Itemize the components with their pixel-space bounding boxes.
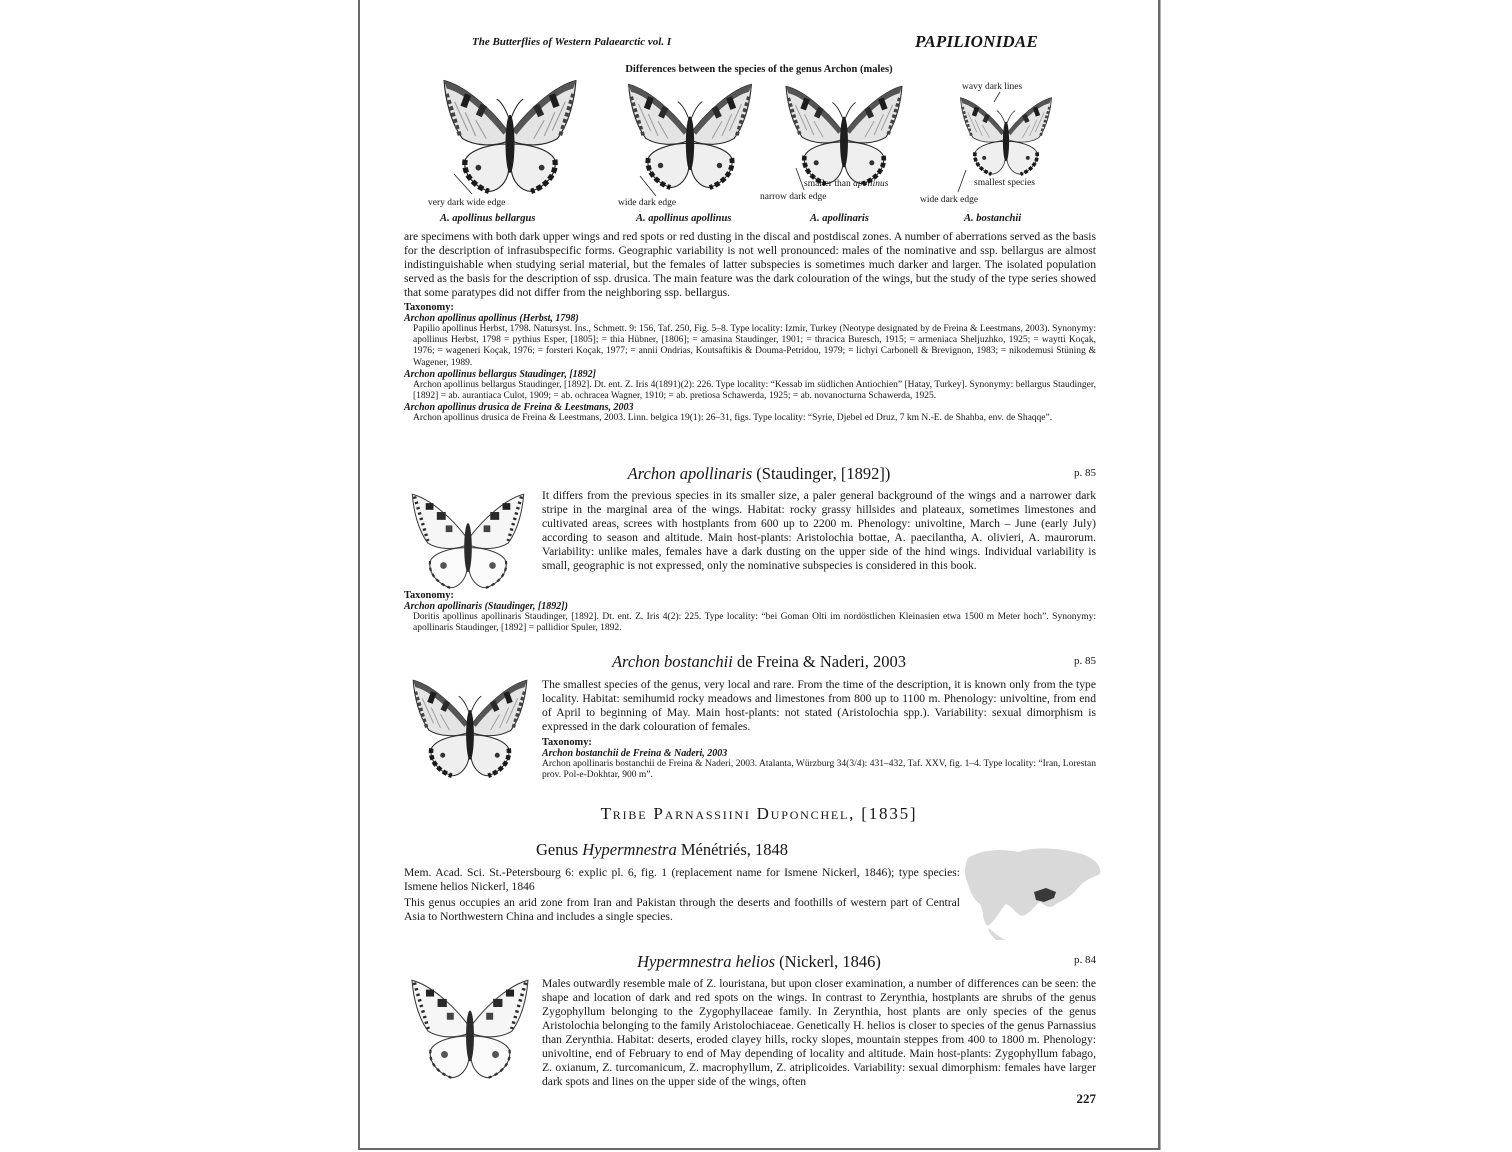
taxonomy-heading: Taxonomy:	[404, 590, 454, 601]
running-head-left: The Butterflies of Western Palaearctic vol. I	[472, 36, 672, 48]
annotation-lines	[360, 0, 1158, 228]
taxonomy-block-apollinus	[404, 302, 1096, 424]
taxonomy-block-apollinaris	[404, 590, 1096, 634]
butterfly-image-helios-specimen	[404, 978, 536, 1080]
taxonomy-text: Doritis apollinus apollinaris Staudinger, [1892]. Dt. ent. Z. Iris 4(2): 225. Type locality: “bei Goman Olti im nordöstlichen Kleinasien etwa 1500 m Meter hoch”. Synonymy: apollinaris Staudinger, [1892] = pallidior Spuler, 1892.	[413, 612, 1096, 634]
annotation-wide-dark-edge-2: wide dark edge	[920, 195, 979, 205]
taxonomy-name: Archon bostanchii de Freina & Naderi, 2003	[542, 748, 728, 759]
genus-description: This genus occupies an arid zone from Iran and Pakistan through the deserts and foothills of western part of Central Asia to Northwestern China and includes a single species.	[404, 896, 960, 923]
annotation-wide-dark-edge: wide dark edge	[618, 198, 677, 208]
page-ref-bostanchii: p. 85	[1074, 655, 1096, 667]
taxonomy-heading: Taxonomy:	[404, 302, 454, 313]
genus-reference: Mem. Acad. Sci. St.-Petersbourg 6: explic pl. 6, fig. 1 (replacement name for Ismene Nickerl, 1846); type species: Ismene helios Nickerl, 1846	[404, 866, 960, 893]
taxonomy-block-bostanchii	[542, 737, 1096, 781]
butterfly-image-bostanchii-specimen	[406, 678, 534, 778]
tribe-heading: Tribe Parnassiini Duponchel, [1835]	[600, 804, 918, 823]
page-ref-helios: p. 84	[1074, 954, 1096, 966]
figure-title: Differences between the species of the genus Archon (males)	[625, 64, 893, 75]
taxonomy-text: Papilio apollinus Herbst, 1798. Natursyst. Ins., Schmett. 9: 156, Taf. 250, Fig. 5–8. Type locality: Izmir, Turkey (Neotype designated by de Freina & Leestmans, 2003). Synonymy: apollinus Herbst, 1798 = pythius Esper, [1805]; = thia Hübner, [1806]; = amasina Staudinger, 1901; = thracica Buresch, 1915; = armeniaca Sheljuzhko, 1925; = waytti Koçak, 1976; = wageneri Koçak, 1976; = forsteri Koçak, 1977; = annii Ondrias, Koutsaftikis & Douma-Petridou, 1979; = lichyi Carbonell & Brevignon, 1983; = nikodemusi Stüning & Wagener, 1989.	[413, 324, 1096, 368]
book-page	[358, 0, 1160, 1150]
caption-apollinaris: A. apollinaris	[810, 213, 869, 224]
species-body-apollinaris: It differs from the previous species in its smaller size, a paler general background of the wings and a narrower dark stripe in the marginal area of the wings. Habitat: rocky grassy hillsides and plateaux, sometimes limestones and cultivated areas, screes with hostplants from 600 up to 2200 m. Phenology: univoltine, March – June (early July) according to season and altitude. Main host-plants: Aristolochia bottae, A. paecilantha, A. olivieri, A. maurorum. Variability: unlike males, females have a dark dusting on the upper side of the hind wings. Individual variability is small, geographic is not expressed, only the nominative subspecies is considered in this book.	[542, 489, 1096, 572]
taxonomy-text: Archon apollinus drusica de Freina & Leestmans, 2003. Linn. belgica 19(1): 26–31, figs. Type locality: “Syrie, Djebel ed Druz, 7 km N.-E. de Shahba, env. de Shaqqe”.	[413, 413, 1053, 424]
annotation-wavy-dark-lines: wavy dark lines	[962, 82, 1023, 92]
annotation-smallest-species: smallest species	[974, 178, 1035, 188]
distribution-map	[960, 844, 1106, 940]
genus-heading: Genus Hypermnestra Ménétriés, 1848	[536, 840, 789, 859]
annotation-very-dark-wide-edge: very dark wide edge	[428, 198, 506, 208]
butterfly-image-apollinaris-specimen	[406, 492, 530, 590]
caption-bostanchii: A. bostanchii	[964, 213, 1022, 224]
annotation-narrow-dark-edge: narrow dark edge	[760, 192, 827, 202]
taxonomy-name: Archon apollinaris (Staudinger, [1892])	[404, 601, 568, 612]
species-title-helios: Hypermnestra helios (Nickerl, 1846)	[637, 952, 881, 971]
species-title-apollinaris: Archon apollinaris (Staudinger, [1892])	[627, 464, 891, 483]
taxonomy-text: Archon apollinus bellargus Staudinger, [1892]. Dt. ent. Z. Iris 4(1891)(2): 226. Type locality: “Kessab im südlichen Antiochien” [Hatay, Turkey]. Synonymy: bellargus Staudinger, [1892] = ab. aurantiaca Culot, 1909; = ab. ochracea Wagner, 1910; = ab. pretiosa Schawerda, 1925; = ab. novanocturna Schawerda, 1925.	[413, 379, 1096, 402]
annotation-smaller-than-apollinus: smaller than apollinus	[804, 179, 889, 189]
page-ref-apollinaris: p. 85	[1074, 467, 1096, 479]
taxonomy-name: Archon apollinus drusica de Freina & Leestmans, 2003	[404, 402, 634, 414]
caption-bellargus: A. apollinus bellargus	[440, 213, 536, 224]
taxonomy-heading: Taxonomy:	[542, 737, 592, 748]
species-title-bostanchii: Archon bostanchii de Freina & Naderi, 2003	[611, 652, 907, 671]
taxonomy-name: Archon apollinus bellargus Staudinger, [1892]	[404, 368, 596, 380]
species-body-bostanchii: The smallest species of the genus, very local and rare. From the time of the description, it is known only from the type locality. Habitat: semihumid rocky meadows and limestones from 800 up to 1100 m. Phenology: univoltine, from end of April to beginning of May. Main host-plants: not stated (Aristolochia spp.). Variability: sexual dimorphism is expressed in the dark colouration of females.	[542, 678, 1096, 733]
page-number: 227	[1076, 1091, 1096, 1106]
species-body-helios: Males outwardly resemble male of Z. louristana, but upon closer examination, a number of differences can be seen: the shape and location of dark and red spots on the wings. In contrast to Zerynthia, hostplants are shrubs of the genus Zygophyllum belonging to the Zygophyllaceae family. In Zerynthia, host plants are only species of the genus Aristolochia belonging to the family Aristolochiaceae. Genetically H. helios is closer to species of the genus Parnassius than Zerynthia. Habitat: deserts, eroded clayey hills, rocky slopes, mountain steppes from 400 to 1800 m. Phenology: univoltine, end of February to end of May depending of locality and altitude. Main host-plants: Zygophyllum fabago, Z. oxianum, Z. turcomanicum, Z. macrophyllum, Z. atriplicoides. Variability: sexual dimorphism: females have larger dark spots and lines on the upper side of the wings, often	[542, 977, 1096, 1088]
taxonomy-text: Archon apollinaris bostanchii de Freina & Naderi, 2003. Atalanta, Würzburg 34(3/4): 431–432, Taf. XXV, fig. 1–4. Type locality: “Iran, Lorestan prov. Pol-e-Dokhtar, 900 m”.	[542, 759, 1096, 781]
intro-paragraph: are specimens with both dark upper wings and red spots or red dusting in the discal and postdiscal zones. A number of aberrations served as the basis for the description of infrasubspecific forms. Geographic variability is not well pronounced: males of the nominative and ssp. bellargus are almost indistinguishable when studying serial material, but the females of latter subspecies is sometimes much darker and larger. The isolated population served as the basis for the description of ssp. drusica. The main feature was the dark colouration of the wings, but the study of the type series showed that some paratypes did not differ from the neighboring ssp. bellargus.	[404, 230, 1096, 299]
running-head-right: PAPILIONIDAE	[915, 32, 1038, 51]
taxonomy-name: Archon apollinus apollinus (Herbst, 1798)	[404, 313, 579, 324]
caption-apollinus: A. apollinus apollinus	[636, 213, 732, 224]
